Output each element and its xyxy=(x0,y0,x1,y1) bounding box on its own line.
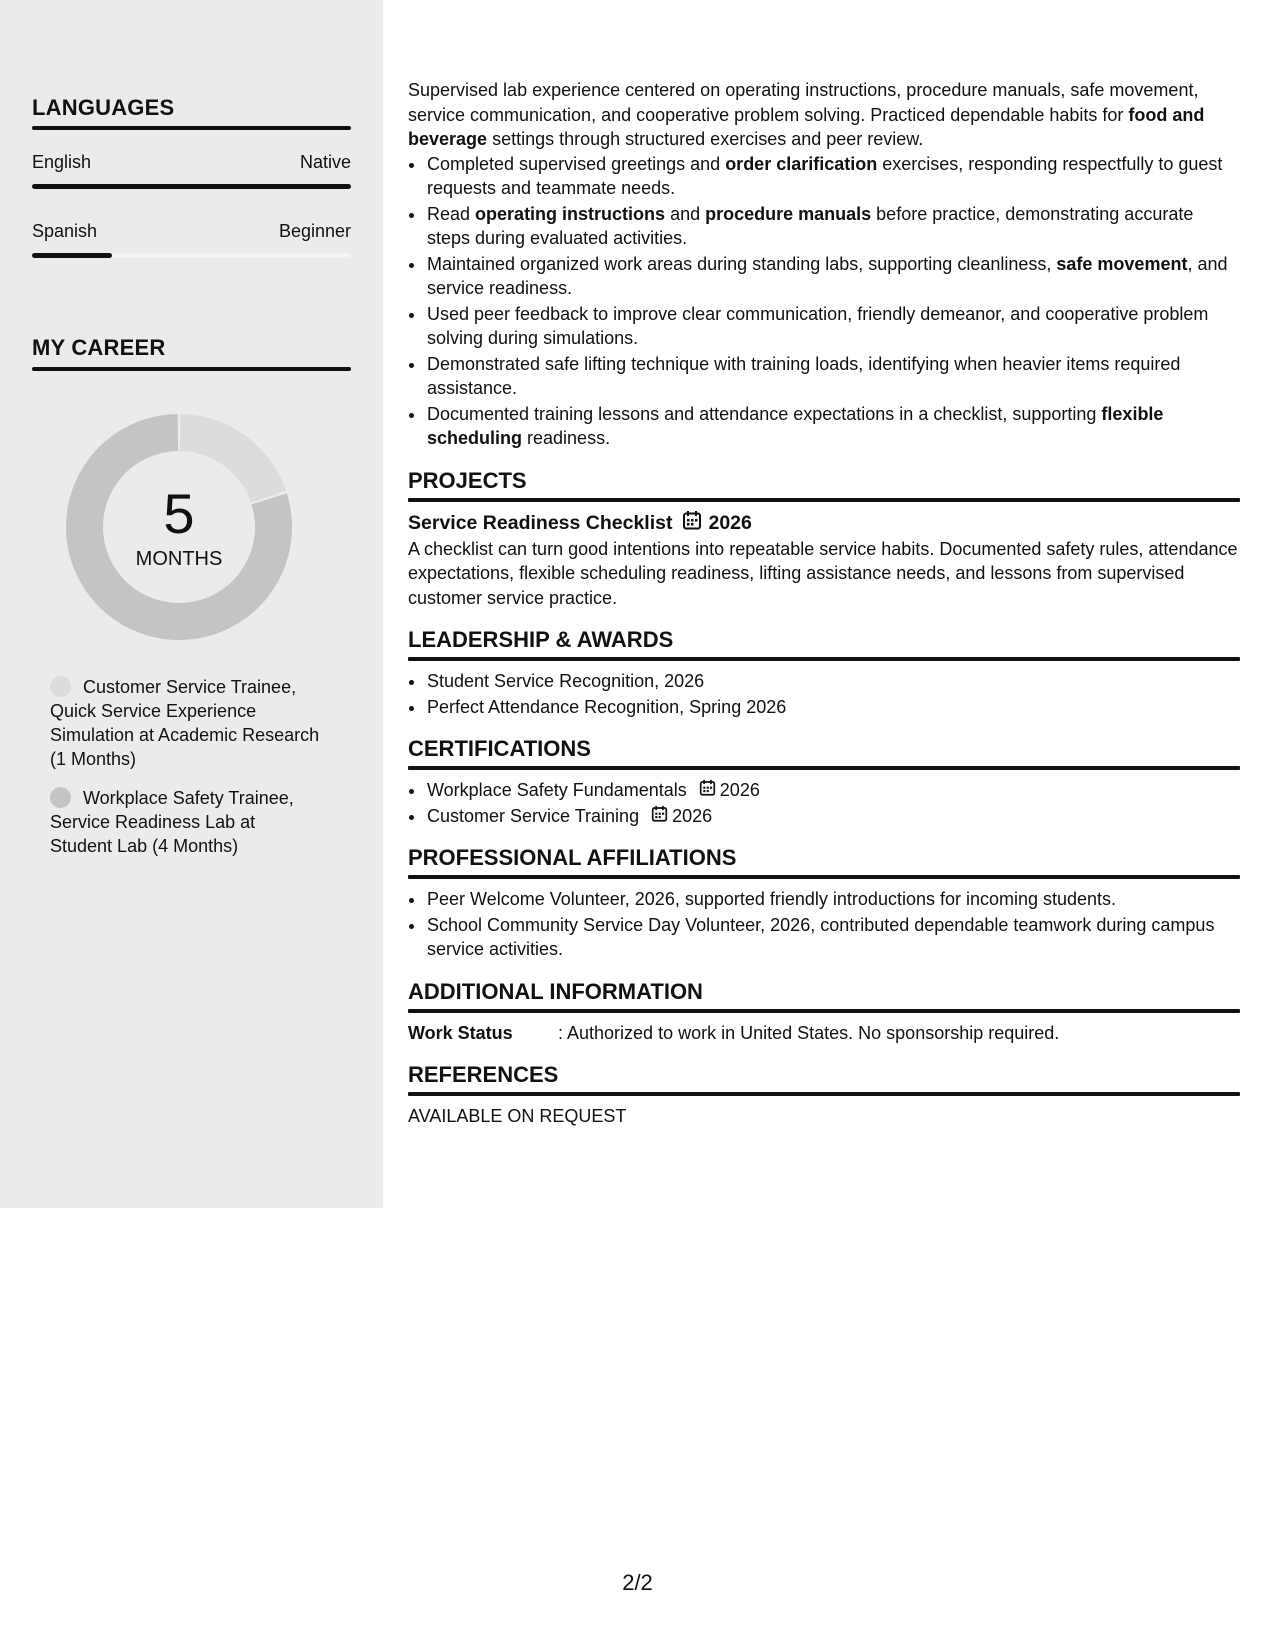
leadership-title: LEADERSHIP & AWARDS xyxy=(408,627,674,652)
intro-paragraph xyxy=(408,78,1240,152)
project-name: Service Readiness Checklist xyxy=(408,512,673,534)
affiliations-list xyxy=(426,887,1240,962)
projects-title: PROJECTS xyxy=(408,467,527,493)
work-status-row xyxy=(408,1021,1240,1046)
language-name: Spanish xyxy=(32,221,98,241)
list-item: • School Community Service Day Volunteer, 2026, contributed dependable teamwork during campus service activities. xyxy=(426,913,1240,962)
intro-bold: food and beverage xyxy=(408,104,1205,149)
work-status-value: : Authorized to work in United States. No sponsorship required. xyxy=(558,1022,1060,1043)
cert-year: 2026 xyxy=(672,805,713,826)
language-level: Native xyxy=(299,152,351,172)
list-item: • Peer Welcome Volunteer, 2026, supported friendly introductions for incoming students. xyxy=(426,887,1240,912)
career-title: MY CAREER xyxy=(32,335,166,360)
main-content xyxy=(408,78,1240,1129)
project-heading xyxy=(408,510,1240,537)
language-bar-spanish xyxy=(32,253,351,258)
certifications-list xyxy=(426,778,1240,828)
references-title: REFERENCES xyxy=(408,1062,559,1087)
calendar-icon xyxy=(682,510,702,537)
sidebar xyxy=(0,0,383,1208)
list-item: • Completed supervised greetings and order clarification exercises, responding respectfully to guest requests and teammate needs. xyxy=(426,152,1240,201)
list-item: • Perfect Attendance Recognition, Spring 2026 xyxy=(426,695,1240,720)
career-total-value: 5 xyxy=(163,482,195,545)
work-status-label: Work Status xyxy=(408,1022,513,1043)
career-legend-dot xyxy=(50,676,71,697)
language-level: Beginner xyxy=(278,221,351,241)
page-number: 2/2 xyxy=(622,1570,653,1595)
career-item xyxy=(50,675,320,771)
career-legend-dot xyxy=(50,787,71,808)
language-row-spanish xyxy=(32,221,351,242)
section-rule xyxy=(408,657,1240,661)
list-item: • Read operating instructions and procedure manuals before practice, demonstrating accurate steps during evaluated activities. xyxy=(426,202,1240,251)
calendar-icon xyxy=(651,804,668,829)
career-item-text: Workplace Safety Trainee, Service Readiness Lab at Student Lab (4 Months) xyxy=(50,788,294,856)
list-item: • Used peer feedback to improve clear communication, friendly demeanor, and cooperative problem solving during simulations. xyxy=(426,302,1240,351)
section-rule xyxy=(408,875,1240,879)
language-bar-fill xyxy=(32,253,112,258)
career-item xyxy=(50,786,320,858)
section-rule xyxy=(408,1009,1240,1013)
section-rule xyxy=(408,1092,1240,1096)
list-item xyxy=(426,804,1240,829)
additional-info-title: ADDITIONAL INFORMATION xyxy=(408,978,703,1004)
calendar-icon xyxy=(699,778,716,803)
career-donut-chart xyxy=(66,414,292,640)
career-title-rule xyxy=(32,367,351,371)
language-bar-fill xyxy=(32,184,351,189)
career-total-unit: MONTHS xyxy=(135,548,223,570)
references-text: AVAILABLE ON REQUEST xyxy=(408,1106,627,1126)
intro-text: Supervised lab experience centered on operating instructions, procedure manuals, safe movement, service communication, and cooperative problem solving. Practiced dependable habits for xyxy=(408,80,1199,125)
languages-title-rule xyxy=(32,126,351,130)
intro-text-end: settings through structured exercises and peer review. xyxy=(487,129,924,149)
cert-year: 2026 xyxy=(719,780,760,800)
section-rule xyxy=(408,498,1240,502)
cert-name: • Workplace Safety Fundamentals xyxy=(427,780,687,800)
list-item: • Maintained organized work areas during standing labs, supporting cleanliness, safe movement, and service readiness. xyxy=(426,252,1240,301)
leadership-list xyxy=(426,669,1240,719)
list-item xyxy=(426,778,1240,803)
list-item: • Student Service Recognition, 2026 xyxy=(426,669,1240,694)
language-row-english xyxy=(32,152,351,173)
language-name: English xyxy=(32,152,92,172)
cert-name: • Customer Service Training xyxy=(427,805,640,826)
section-rule xyxy=(408,766,1240,770)
list-item: • Documented training lessons and attendance expectations in a checklist, supporting flexible scheduling readiness. xyxy=(426,402,1240,451)
experience-bullets xyxy=(426,152,1240,451)
list-item: • Demonstrated safe lifting technique with training loads, identifying when heavier items required assistance. xyxy=(426,352,1240,401)
affiliations-title: PROFESSIONAL AFFILIATIONS xyxy=(408,845,737,870)
career-item-text: Customer Service Trainee, Quick Service Experience Simulation at Academic Research (1 Months) xyxy=(50,677,320,769)
certifications-title: CERTIFICATIONS xyxy=(408,736,591,761)
project-description: A checklist can turn good intentions into repeatable service habits. Documented safety rules, attendance expectations, flexible scheduling readiness, lifting assistance needs, and lessons from supervised customer service practice. xyxy=(408,538,1238,608)
project-year: 2026 xyxy=(708,512,752,534)
language-bar-english xyxy=(32,184,351,189)
languages-title: LANGUAGES xyxy=(32,95,175,120)
